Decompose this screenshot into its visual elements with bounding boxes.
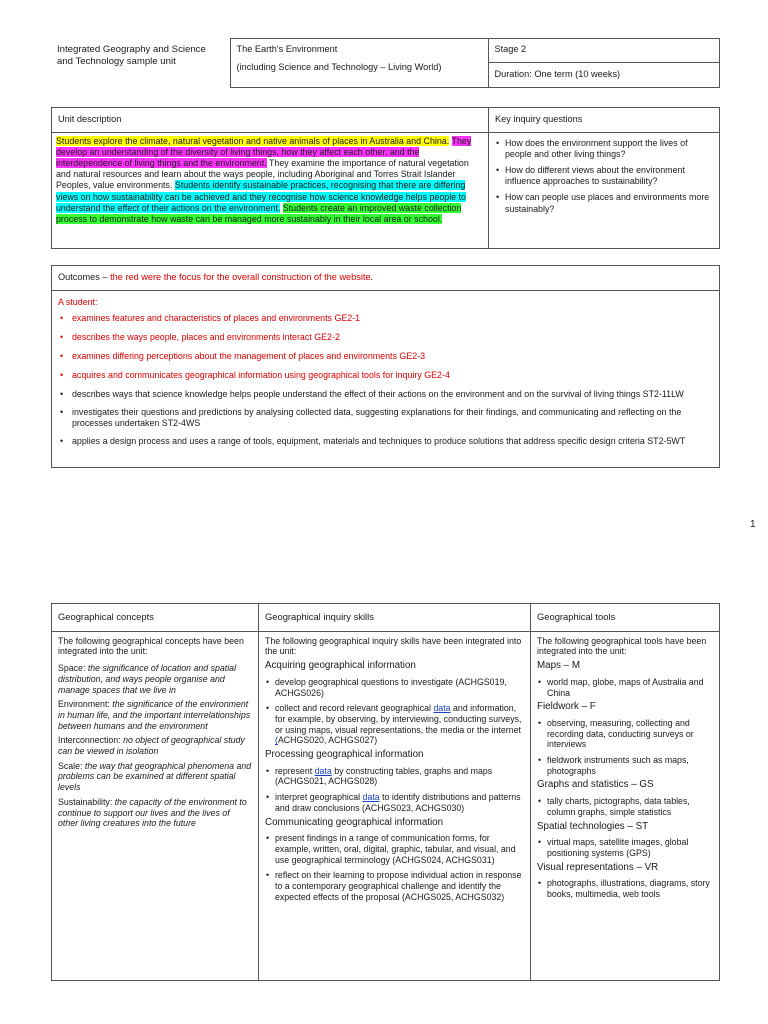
skills-heading: Geographical inquiry skills — [265, 611, 374, 622]
key-questions-list — [495, 138, 713, 215]
skill-text: ACHGS020, ACHGS027) — [277, 735, 378, 746]
skill-text: represent — [275, 765, 313, 776]
outcome-item: • examines features and characteristics of places and environments GE2-1 — [58, 313, 713, 324]
concept-scale — [58, 761, 252, 793]
tool-group-heading: Maps – M — [537, 660, 581, 672]
outcome-item: • describes ways that science knowledge helps people understand the effect of their actions on the environment and on the survival of living things ST2-11LW — [58, 389, 713, 400]
data-link[interactable]: data — [362, 792, 380, 803]
skill-item: • reflect on their learning to propose individual action in response to a contemporary geographical challenge and identify the expected effects of the proposal (ACHGS025, ACHGS032) — [265, 870, 524, 902]
concept-interconnection — [58, 735, 252, 756]
topic-title: The Earth's Environment — [236, 44, 338, 54]
skill-item: • develop geographical questions to investigate (ACHGS019, ACHGS026) — [265, 677, 524, 698]
unit-description-table — [51, 107, 720, 249]
highlight-yellow-text: Students explore the climate, natural vegetation and native animals of places in Australia and China. — [56, 135, 450, 146]
concept-environment — [58, 699, 252, 731]
data-link[interactable]: data — [314, 765, 332, 776]
highlight-green-text: Students create an improved waste collection process to demonstrate how waste can be managed more sustainably in their local area or school. — [56, 202, 462, 224]
plain-text: They examine the importance of natural vegetation and natural resources and learn about the ways people, including Aboriginal and Torres Strait Islander Peoples, value environments. — [56, 157, 469, 191]
processing-heading: Processing geographical information — [265, 749, 424, 761]
data-link[interactable]: data — [433, 703, 451, 714]
stage-label: Stage 2 — [494, 44, 527, 54]
highlight-cyan-text: Students identify sustainable practices, recognising that there are differing views on how sustainability can be achieved and they recognise how science knowledge helps people to understand the effect of their actions on the environment. — [56, 180, 466, 213]
outcomes-list — [58, 389, 713, 447]
concept-definition: the significance of location and spatial distribution, and ways people organise and manage spaces that we live in — [58, 663, 237, 695]
concept-term: Sustainability: — [58, 796, 113, 807]
processing-list — [265, 766, 524, 814]
tool-list — [537, 796, 713, 817]
outcomes-heading: Outcomes – — [58, 272, 108, 282]
acquiring-heading: Acquiring geographical information — [265, 660, 416, 672]
concepts-intro: The following geographical concepts have been integrated into the unit: — [58, 635, 244, 657]
concept-definition: the significance of the environment in human life, and the important interrelationships between humans and the environment — [58, 699, 251, 731]
concept-term: Environment: — [58, 699, 110, 710]
geography-table — [51, 603, 720, 981]
reference-link[interactable]: ( — [275, 735, 278, 746]
concept-term: Interconnection: — [58, 735, 121, 746]
tool-list — [537, 878, 713, 899]
tools-intro: The following geographical tools have been integrated into the unit: — [537, 635, 707, 657]
concepts-heading: Geographical concepts — [58, 611, 154, 622]
concept-space — [58, 663, 252, 695]
concept-term: Scale: — [58, 760, 83, 771]
unit-description-heading: Unit description — [58, 114, 122, 124]
concept-definition: no object of geographical study can be viewed in isolation — [58, 735, 245, 757]
concept-term: Space: — [58, 663, 86, 674]
tool-item: • world map, globe, maps of Australia and China — [537, 677, 713, 698]
tools-heading: Geographical tools — [537, 611, 616, 622]
skill-text: to identify distributions and patterns and draw conclusions (ACHGS023, ACHGS030) — [275, 792, 521, 813]
concept-definition: the way that geographical phenomena and problems can be examined at different spatial levels — [58, 760, 252, 793]
outcomes-red-list — [58, 313, 713, 381]
outcome-item: • acquires and communicates geographical information using geographical tools for inquiry GE2-4 — [58, 370, 713, 381]
communicating-list — [265, 833, 524, 902]
skill-item — [265, 766, 524, 787]
tool-group-heading: Graphs and statistics – GS — [537, 779, 654, 791]
unit-description-text — [56, 136, 484, 226]
tool-item: • tally charts, pictographs, data tables, column graphs, simple statistics — [537, 796, 713, 817]
a-student-label: A student: — [58, 296, 98, 307]
highlight-magenta-text: They develop an understanding of the diversity of living things, how they affect each other, and the interdependence of living things and the environment. — [56, 135, 472, 168]
skill-text: collect and record relevant geographical — [275, 703, 431, 714]
skill-item: • present findings in a range of communication forms, for example, written, oral, digital, graphic, tabular, and visual, and use geographical terminology (ACHGS024, ACHGS031) — [265, 833, 524, 865]
tool-item: • photographs, illustrations, diagrams, story books, multimedia, web tools — [537, 878, 713, 899]
tool-item: • fieldwork instruments such as maps, photographs — [537, 755, 713, 776]
concept-sustainability — [58, 797, 252, 829]
tool-item: • virtual maps, satellite images, global positioning systems (GPS) — [537, 837, 713, 858]
tool-group-heading: Visual representations – VR — [537, 861, 659, 873]
skill-item — [265, 792, 524, 813]
key-question: • How do different views about the environment influence approaches to sustainability? — [495, 165, 713, 187]
outcome-item: • investigates their questions and predictions by analysing collected data, suggesting explanations for their findings, and communicating and reflecting on the processes undertaken ST2-4WS — [58, 407, 713, 429]
page-number: 1 — [750, 519, 756, 530]
skill-item — [265, 703, 524, 746]
tool-group-heading: Fieldwork – F — [537, 701, 596, 713]
tool-item: • observing, measuring, collecting and recording data, conducting surveys or interviews — [537, 718, 713, 750]
tool-group-heading: Spatial technologies – ST — [537, 820, 649, 832]
skills-intro: The following geographical inquiry skills have been integrated into the unit: — [265, 635, 522, 657]
key-question: • How does the environment support the lives of people and other living things? — [495, 138, 713, 160]
outcome-item: • describes the ways people, places and environments interact GE2-2 — [58, 332, 713, 343]
communicating-heading: Communicating geographical information — [265, 816, 444, 828]
duration-label: Duration: One term (10 weeks) — [494, 69, 621, 79]
unit-title: Integrated Geography and Science and Technology sample unit — [57, 43, 206, 67]
tool-list — [537, 677, 713, 698]
outcome-item: • applies a design process and uses a range of tools, equipment, materials and techniques to produce solutions that address specific design criteria ST2-5WT — [58, 436, 713, 447]
skill-text: by constructing tables, graphs and maps (ACHGS021, ACHGS028) — [275, 765, 493, 787]
header-table — [51, 38, 720, 88]
outcomes-note: the red were the focus for the overall construction of the website. — [110, 272, 374, 282]
outcomes-table — [51, 265, 720, 468]
tool-list — [537, 718, 713, 777]
key-questions-heading: Key inquiry questions — [495, 114, 583, 124]
acquiring-list — [265, 677, 524, 746]
key-question: • How can people use places and environments more sustainably? — [495, 192, 713, 214]
concept-definition: the capacity of the environment to continue to support our lives and the lives of other living creatures into the future — [58, 796, 247, 829]
skill-text: interpret geographical — [275, 792, 361, 803]
skill-text: and information, for example, by observing, by interviewing, conducting surveys, or using maps, visual representations, the media or the internet — [275, 703, 522, 735]
tool-list — [537, 837, 713, 858]
outcome-item: • examines differing perceptions about the management of places and environments GE2-3 — [58, 351, 713, 362]
topic-subtitle: (including Science and Technology – Living World) — [236, 61, 442, 72]
